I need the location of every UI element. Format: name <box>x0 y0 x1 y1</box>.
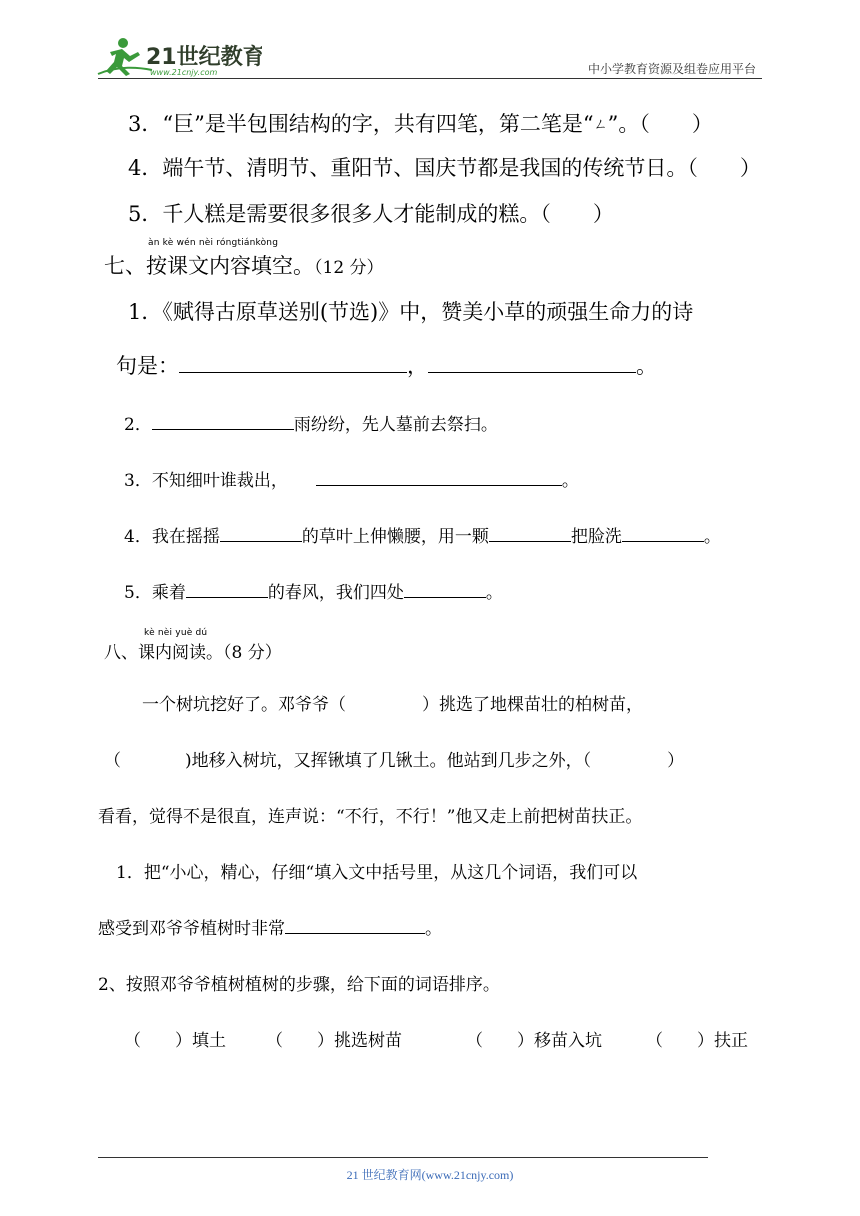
reading-q1-line2: 感受到邓爷爷植树时非常 。 <box>98 914 442 939</box>
site-logo <box>92 34 262 80</box>
blank-reading-q1[interactable] <box>285 915 425 934</box>
stroke-glyph: ㄥ <box>593 117 608 133</box>
reading-q1-line1: 1．把“小心，精心，仔细“填入文中括号里，从这几个词语，我们可以 <box>116 863 638 883</box>
passage-line-3: 看看，觉得不是很直，连声说：“不行，不行！”他又走上前把树苗扶正。 <box>98 807 643 827</box>
site-title: 中小学教育资源及组卷应用平台 <box>587 62 756 76</box>
footer-divider <box>98 1157 708 1158</box>
reading-q2: 2、按照邓爷爷植树植树的步骤，给下面的词语排序。 <box>98 975 500 995</box>
logo-text: 21世纪教育 <box>146 45 262 70</box>
judge-item-4: 4．端午节、清明节、重阳节、国庆节都是我国的传统节日。（ ） <box>128 156 761 180</box>
footer-link[interactable]: 21 世纪教育网(www.21cnjy.com) <box>346 1168 514 1182</box>
section8-title: 八、课内阅读。 <box>104 643 223 663</box>
blank-q2[interactable] <box>152 411 294 430</box>
fill-q2: 2． 雨纷纷，先人墓前去祭扫。 <box>124 410 498 435</box>
passage-line-1: 一个树坑挖好了。邓爷爷（ ）挑选了地棵苗壮的柏树苗， <box>142 695 643 715</box>
logo-url: www.21cnjy.com <box>150 68 218 77</box>
order-item-3[interactable]: （ ）移苗入坑 <box>466 1031 602 1051</box>
section8-heading <box>104 638 282 663</box>
blank-q5a[interactable] <box>186 579 268 598</box>
fill-q5: 5．乘着 的春风，我们四处 。 <box>124 578 503 603</box>
section7-heading <box>104 250 384 280</box>
section7-pinyin: àn kè wén nèi róngtiánkòng <box>148 238 279 248</box>
section7-score: （12 分） <box>314 258 384 278</box>
fill-q1-line1: 1．《赋得古原草送别(节选)》中，赞美小草的顽强生命力的诗 <box>128 300 694 324</box>
blank-q1b[interactable] <box>428 354 636 373</box>
judge-item-3: 3．“巨”是半包围结构的字，共有四笔，第二笔是“ㄥ”。（ ） <box>128 112 713 136</box>
fill-q3: 3．不知细叶谁裁出， 。 <box>124 466 579 491</box>
order-item-2[interactable]: （ ）挑选树苗 <box>266 1031 402 1051</box>
judge-item-5: 5．千人糕是需要很多很多人才能制成的糕。（ ） <box>128 202 614 226</box>
blank-q1a[interactable] <box>179 354 407 373</box>
fill-q1-line2: 句是： ， 。 <box>116 354 657 378</box>
blank-q4b[interactable] <box>489 523 571 542</box>
blank-q5b[interactable] <box>404 579 486 598</box>
header-divider <box>98 78 762 79</box>
blank-q4a[interactable] <box>220 523 302 542</box>
passage-line-2: （ )地移入树坑，又挥锹填了几锹土。他站到几步之外，（ ） <box>104 751 685 771</box>
blank-q3[interactable] <box>316 467 562 486</box>
section8-score: （8 分） <box>223 643 282 663</box>
fill-q4: 4．我在摇摇 的草叶上伸懒腰，用一颗 把脸洗 。 <box>124 522 721 547</box>
blank-q4c[interactable] <box>622 523 704 542</box>
section8-pinyin: kè nèi yuè dú <box>144 628 208 638</box>
section7-title: 七、按课文内容填空。 <box>104 254 314 278</box>
order-item-4[interactable]: （ ）扶正 <box>646 1031 748 1051</box>
order-item-1[interactable]: （ ）填土 <box>124 1031 226 1051</box>
